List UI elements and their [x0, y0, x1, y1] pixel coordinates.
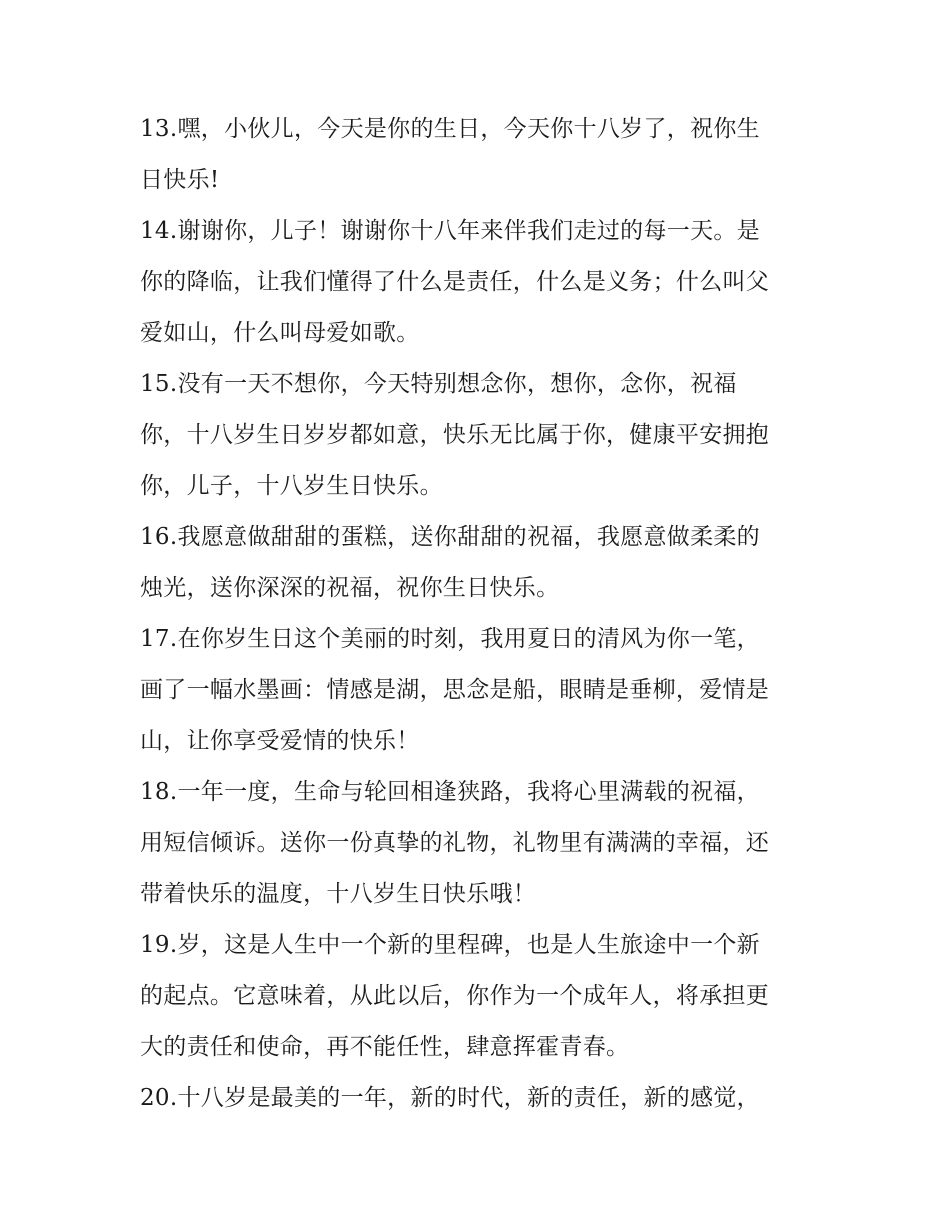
text-line: 日快乐! [140, 167, 220, 193]
text-line: 14.谢谢你，儿子！谢谢你十八年来伴我们走过的每一天。是 [140, 218, 760, 244]
text-line: 16.我愿意做甜甜的蛋糕，送你甜甜的祝福，我愿意做柔柔的 [140, 524, 760, 550]
text-line: 你，十八岁生日岁岁都如意，快乐无比属于你，健康平安拥抱 [140, 422, 770, 448]
text-line: 大的责任和使命，再不能任性，肆意挥霍青春。 [140, 1034, 630, 1060]
text-line: 爱如山，什么叫母爱如歌。 [140, 320, 420, 346]
text-line: 用短信倾诉。送你一份真挚的礼物，礼物里有满满的幸福，还 [140, 830, 770, 856]
text-line: 17.在你岁生日这个美丽的时刻，我用夏日的清风为你一笔， [140, 626, 760, 652]
text-line: 你的降临，让我们懂得了什么是责任，什么是义务；什么叫父 [140, 269, 770, 295]
text-line: 烛光，送你深深的祝福，祝你生日快乐。 [140, 575, 560, 601]
text-line: 15.没有一天不想你，今天特别想念你，想你，念你，祝福 [140, 371, 737, 397]
text-line: 画了一幅水墨画：情感是湖，思念是船，眼睛是垂柳，爱情是 [140, 677, 770, 703]
text-line: 13.嘿，小伙儿，今天是你的生日，今天你十八岁了，祝你生 [140, 116, 760, 142]
text-line: 山，让你享受爱情的快乐！ [140, 728, 420, 754]
text-line: 19.岁，这是人生中一个新的里程碑，也是人生旅途中一个新 [140, 932, 760, 958]
text-line: 20.十八岁是最美的一年，新的时代，新的责任，新的感觉， [140, 1085, 760, 1111]
text-line: 18.一年一度，生命与轮回相逢狭路，我将心里满载的祝福， [140, 779, 760, 805]
text-line: 你，儿子，十八岁生日快乐。 [140, 473, 443, 499]
text-line: 带着快乐的温度，十八岁生日快乐哦！ [140, 881, 537, 907]
text-line: 的起点。它意味着，从此以后，你作为一个成年人，将承担更 [140, 983, 770, 1009]
